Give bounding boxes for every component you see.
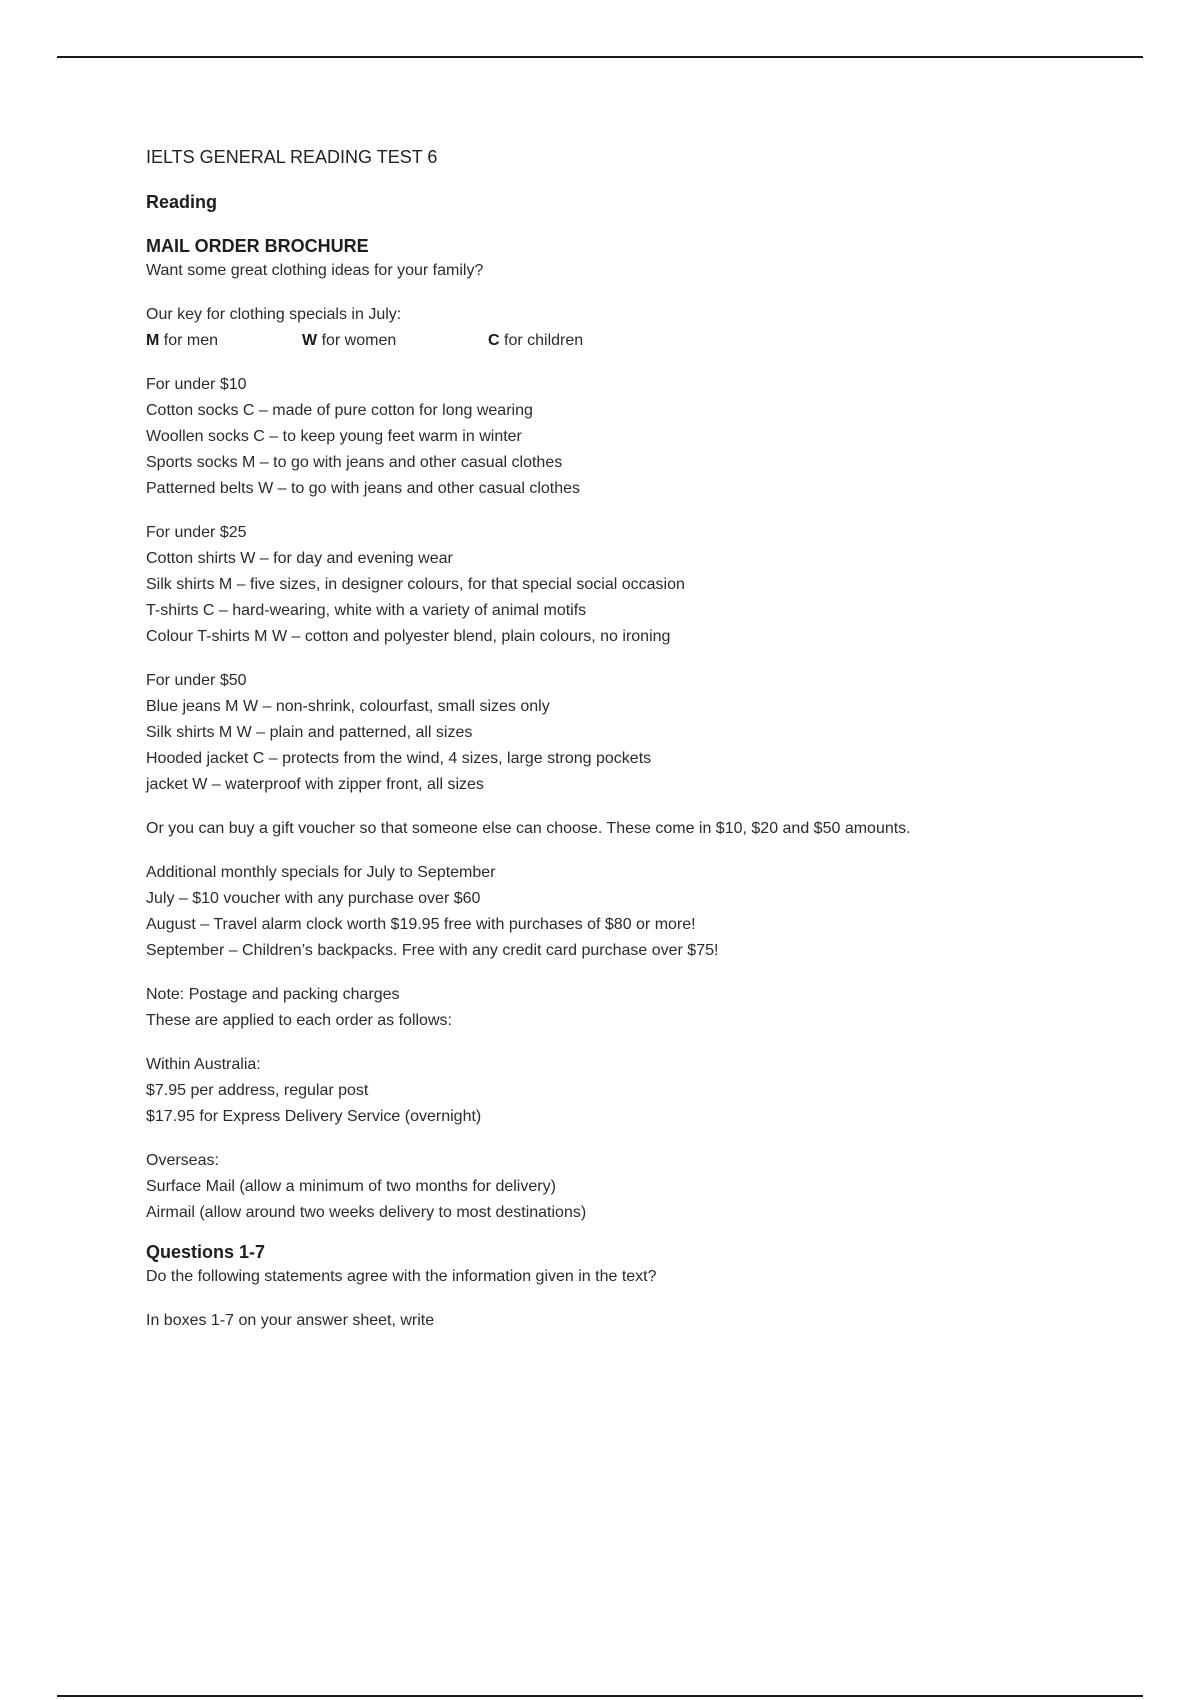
brochure-intro: Want some great clothing ideas for your family?	[146, 262, 484, 279]
australia-rates	[146, 1052, 1146, 1130]
list-item: Surface Mail (allow a minimum of two months for delivery)	[146, 1178, 556, 1195]
key-children	[488, 328, 583, 354]
brochure-heading: MAIL ORDER BROCHURE	[146, 236, 369, 256]
price-group-under-25	[146, 520, 1146, 650]
price-group-heading: For under $10	[146, 376, 247, 393]
list-item: Overseas:	[146, 1152, 219, 1169]
list-item: Additional monthly specials for July to September	[146, 864, 496, 881]
key-letter: M	[146, 332, 160, 349]
list-item: August – Travel alarm clock worth $19.95 free with purchases of $80 or more!	[146, 916, 696, 933]
key-women	[302, 328, 396, 354]
list-item: Sports socks M – to go with jeans and other casual clothes	[146, 454, 563, 471]
list-item: Silk shirts M W – plain and patterned, all sizes	[146, 724, 473, 741]
price-group-under-50	[146, 668, 1146, 798]
list-item: September – Children’s backpacks. Free with any credit card purchase over $75!	[146, 942, 719, 959]
document-body	[146, 140, 1146, 1334]
list-item: Cotton socks C – made of pure cotton for long wearing	[146, 402, 533, 419]
list-item: Woollen socks C – to keep young feet warm in winter	[146, 428, 522, 445]
overseas-rates	[146, 1148, 1146, 1226]
list-item: Patterned belts W – to go with jeans and other casual clothes	[146, 480, 581, 497]
list-item: Blue jeans M W – non-shrink, colourfast, small sizes only	[146, 698, 550, 715]
section-heading: Reading	[146, 192, 218, 212]
list-item: $7.95 per address, regular post	[146, 1082, 369, 1099]
list-item: jacket W – waterproof with zipper front, all sizes	[146, 776, 484, 793]
key-legend	[146, 328, 1146, 354]
key-letter: C	[488, 332, 500, 349]
list-item: Colour T-shirts M W – cotton and polyester blend, plain colours, no ironing	[146, 628, 671, 645]
questions-intro: Do the following statements agree with the information given in the text?	[146, 1268, 657, 1285]
note-line: These are applied to each order as follows:	[146, 1012, 452, 1029]
list-item: T-shirts C – hard-wearing, white with a variety of animal motifs	[146, 602, 587, 619]
key-label: for women	[321, 332, 397, 349]
voucher-text: Or you can buy a gift voucher so that someone else can choose. These come in $10, $20 and $50 amounts.	[146, 820, 911, 837]
list-item: Within Australia:	[146, 1056, 261, 1073]
list-item: Cotton shirts W – for day and evening wear	[146, 550, 453, 567]
bottom-rule	[57, 1695, 1143, 1697]
key-intro: Our key for clothing specials in July:	[146, 306, 402, 323]
list-item: July – $10 voucher with any purchase over $60	[146, 890, 481, 907]
key-letter: W	[302, 332, 318, 349]
key-label: for children	[504, 332, 584, 349]
top-rule	[57, 56, 1143, 58]
list-item: Silk shirts M – five sizes, in designer colours, for that special social occasion	[146, 576, 685, 593]
list-item: Airmail (allow around two weeks delivery to most destinations)	[146, 1204, 587, 1221]
key-men	[146, 328, 218, 354]
price-group-heading: For under $50	[146, 672, 247, 689]
list-item: Hooded jacket C – protects from the wind, 4 sizes, large strong pockets	[146, 750, 652, 767]
postage-note	[146, 982, 1146, 1034]
answer-instruction: In boxes 1-7 on your answer sheet, write	[146, 1312, 435, 1329]
list-item: $17.95 for Express Delivery Service (overnight)	[146, 1108, 482, 1125]
monthly-specials	[146, 860, 1146, 964]
questions-heading: Questions 1-7	[146, 1242, 266, 1262]
document-title: IELTS GENERAL READING TEST 6	[146, 147, 438, 167]
key-label: for men	[163, 332, 219, 349]
price-group-under-10	[146, 372, 1146, 502]
note-line: Note: Postage and packing charges	[146, 986, 400, 1003]
price-group-heading: For under $25	[146, 524, 247, 541]
